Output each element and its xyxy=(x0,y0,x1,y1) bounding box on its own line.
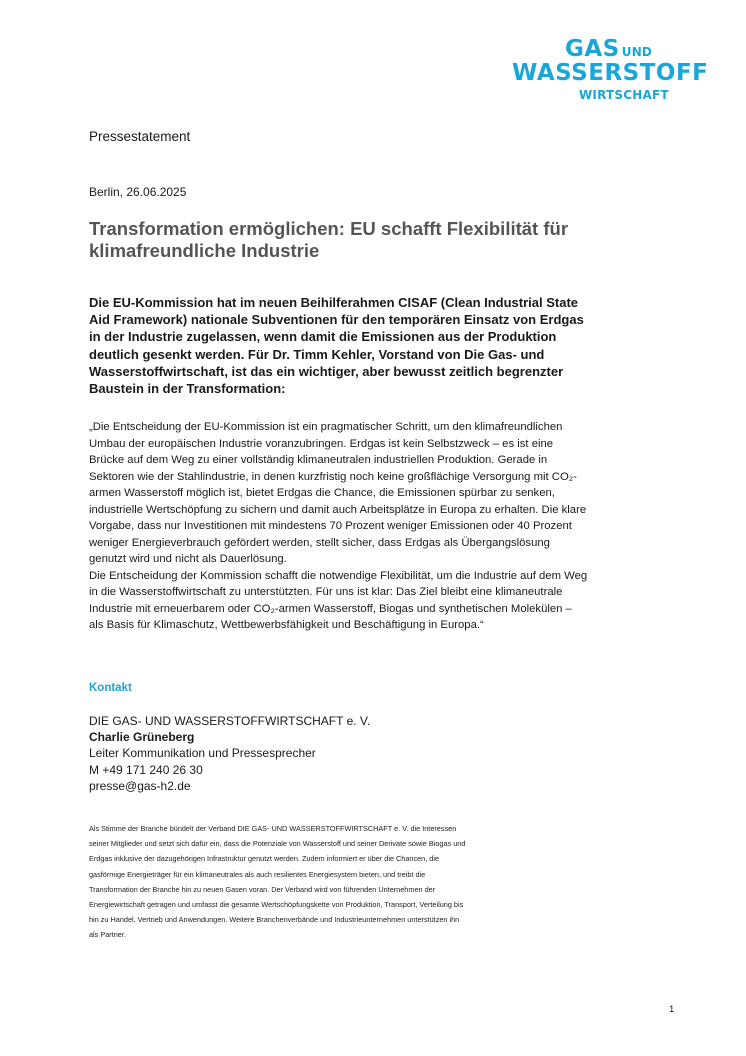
contact-block xyxy=(89,713,370,794)
quote-paragraph-2: Die Entscheidung der Kommission schafft die notwendige Flexibilität, um die Industrie auf dem Weg in die Wasserstoffwirtschaft zu unterstützten. Für uns ist klar: Das Ziel bleibt eine klimaneutrale Industrie mit erneuerbarem oder CO₂-armen Wasserstoff, Biogas und synthetischen Molekülen – als Basis für Klimaschutz, Wettbewerbsfähigkeit und Beschäftigung in Europa.“ xyxy=(89,569,588,631)
logo-line-2: WASSERSTOFF xyxy=(512,60,709,86)
document-type-label: Pressestatement xyxy=(89,129,191,144)
page-number: 1 xyxy=(669,1004,675,1015)
contact-heading: Kontakt xyxy=(89,682,132,694)
logo-line-1: GAS UND xyxy=(565,36,653,62)
lead-paragraph: Die EU-Kommission hat im neuen Beihilferahmen CISAF (Clean Industrial State Aid Framework) nationale Subventionen für den temporären Einsatz von Erdgas in der Industrie zugelassen, wenn damit die Emissionen aus der Produktion deutlich gesenkt werden. Für Dr. Timm Kehler, Vorstand von Die Gas- und Wasserstoffwirtschaft, ist das ein wichtiger, aber bewusst zeitlich begrenzter Baustein in der Transformation: xyxy=(89,295,584,397)
logo-line-3: WIRTSCHAFT xyxy=(579,88,669,102)
contact-email[interactable]: presse@gas-h2.de xyxy=(89,778,191,793)
headline: Transformation ermöglichen: EU schafft Flexibilität für klimafreundliche Industrie xyxy=(89,218,569,261)
contact-role: Leiter Kommunikation und Pressesprecher xyxy=(89,746,316,761)
contact-organization: DIE GAS- UND WASSERSTOFFWIRTSCHAFT e. V. xyxy=(89,714,371,728)
quote-block xyxy=(89,419,589,634)
contact-name: Charlie Grüneberg xyxy=(89,730,195,745)
contact-phone: M +49 171 240 26 30 xyxy=(89,762,203,777)
date-line: Berlin, 26.06.2025 xyxy=(89,185,187,199)
about-organization-text: Als Stimme der Branche bündelt der Verband DIE GAS- UND WASSERSTOFFWIRTSCHAFT e. V. die Interessen seiner Mitglieder und setzt sich dafür ein, dass die Potenziale von Wasserstoff und seiner Derivate sowie Biogas und Erdgas inklusive der dazugehörigen Infrastruktur genutzt werden. Zudem informiert er über die Chancen, die gasförmige Energieträger für ein klimaneutrales als auch resilientes Energiesystem bieten, und treibt die Transformation der Branche hin zu neuen Gasen voran. Der Verband wird von führenden Unternehmen der Energiewirtschaft getragen und umfasst die gesamte Wertschöpfungskette von Produktion, Transport, Verteilung bis hin zu Handel, Vertrieb und Anwendungen. Weitere Branchenverbände und Industrieunternehmen unterstützen ihn als Partner. xyxy=(89,824,466,940)
quote-paragraph-1: „Die Entscheidung der EU-Kommission ist ein pragmatischer Schritt, um den klimafreundlichen Umbau der europäischen Industrie voranzubringen. Erdgas ist kein Selbstzweck – es ist eine Brücke auf dem Weg zu einer vollständig klimaneutralen industriellen Produktion. Gerade in Sektoren wie der Stahlindustrie, in denen kurzfristig noch keine großflächige Versorgung mit CO₂-armen Wasserstoff möglich ist, bietet Erdgas die Chance, die Emissionen spürbar zu senken, industrielle Wertschöpfung zu sichern und damit auch Arbeitsplätze in Europa zu erhalten. Die klare Vorgabe, dass nur Investitionen mit mindestens 70 Prozent weniger Emissionen oder 40 Prozent weniger Energieverbrauch gefördert werden, stellt sicher, dass Erdgas als Übergangslösung genutzt wird und nicht als Dauerlösung. xyxy=(89,421,587,565)
